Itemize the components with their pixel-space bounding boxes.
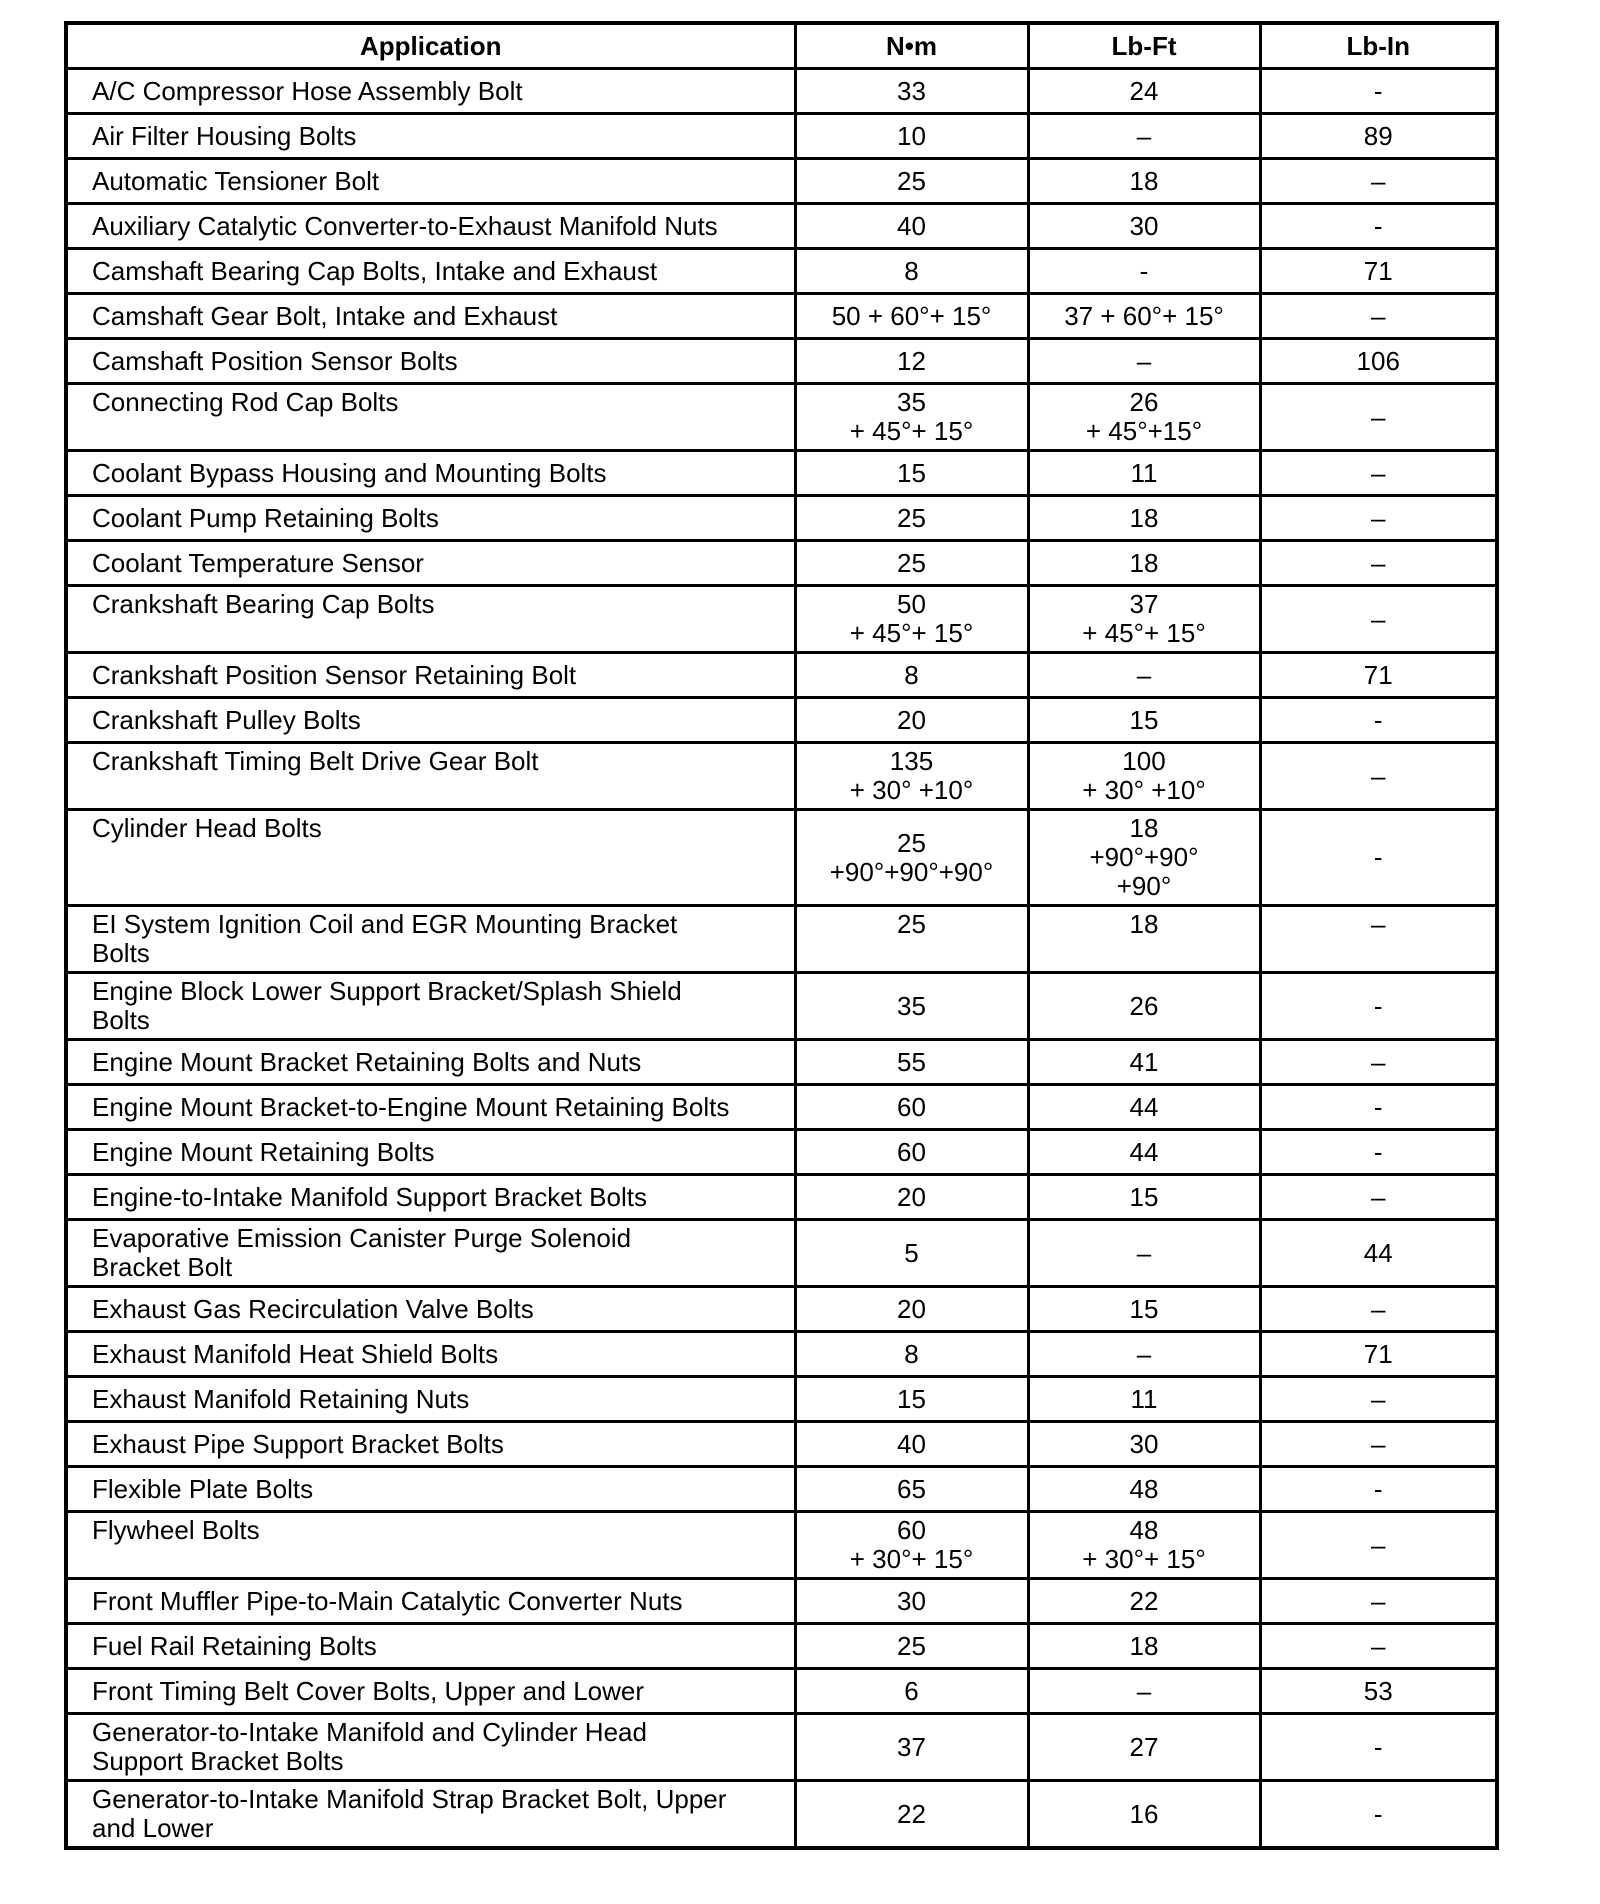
table-row: [66, 339, 1497, 384]
cell-newton-meters: 65: [795, 1467, 1028, 1512]
cell-application: Engine Mount Retaining Bolts: [66, 1130, 795, 1175]
cell-application: Crankshaft Timing Belt Drive Gear Bolt: [66, 743, 795, 810]
cell-newton-meters: 35 + 45°+ 15°: [795, 384, 1028, 451]
cell-pound-feet: 26 + 45°+15°: [1028, 384, 1260, 451]
cell-application: Generator-to-Intake Manifold and Cylinder Head Support Bracket Bolts: [66, 1714, 795, 1781]
cell-newton-meters: 8: [795, 653, 1028, 698]
cell-pound-feet: 44: [1028, 1085, 1260, 1130]
cell-newton-meters: 25: [795, 496, 1028, 541]
cell-pound-inches: -: [1260, 69, 1497, 114]
header-pound-inches: Lb-In: [1260, 23, 1497, 69]
cell-newton-meters: 40: [795, 204, 1028, 249]
cell-pound-feet: 37 + 60°+ 15°: [1028, 294, 1260, 339]
cell-pound-inches: –: [1260, 451, 1497, 496]
cell-pound-feet: 48: [1028, 1467, 1260, 1512]
cell-newton-meters: 20: [795, 1287, 1028, 1332]
table-row: [66, 204, 1497, 249]
cell-pound-feet: 11: [1028, 1377, 1260, 1422]
cell-pound-inches: 106: [1260, 339, 1497, 384]
table-row: [66, 1287, 1497, 1332]
cell-newton-meters: 50 + 45°+ 15°: [795, 586, 1028, 653]
table-row: [66, 1714, 1497, 1781]
cell-pound-feet: –: [1028, 114, 1260, 159]
cell-newton-meters: 25: [795, 159, 1028, 204]
table-row: [66, 1130, 1497, 1175]
cell-application: Camshaft Gear Bolt, Intake and Exhaust: [66, 294, 795, 339]
table-row: [66, 906, 1497, 973]
torque-spec-table: [64, 21, 1499, 1850]
cell-application: Automatic Tensioner Bolt: [66, 159, 795, 204]
cell-application: Air Filter Housing Bolts: [66, 114, 795, 159]
cell-pound-inches: –: [1260, 906, 1497, 973]
table-row: [66, 249, 1497, 294]
cell-application: Generator-to-Intake Manifold Strap Bracket Bolt, Upper and Lower: [66, 1781, 795, 1849]
cell-pound-feet: 24: [1028, 69, 1260, 114]
cell-pound-feet: –: [1028, 653, 1260, 698]
cell-pound-inches: -: [1260, 1781, 1497, 1849]
cell-pound-inches: –: [1260, 159, 1497, 204]
cell-application: Fuel Rail Retaining Bolts: [66, 1624, 795, 1669]
cell-pound-inches: –: [1260, 1512, 1497, 1579]
cell-pound-inches: -: [1260, 1467, 1497, 1512]
table-row: [66, 541, 1497, 586]
cell-newton-meters: 8: [795, 249, 1028, 294]
cell-pound-feet: –: [1028, 1332, 1260, 1377]
cell-application: Cylinder Head Bolts: [66, 810, 795, 906]
cell-application: Front Muffler Pipe-to-Main Catalytic Converter Nuts: [66, 1579, 795, 1624]
cell-pound-feet: 18: [1028, 541, 1260, 586]
cell-application: Engine Mount Bracket Retaining Bolts and Nuts: [66, 1040, 795, 1085]
cell-pound-feet: 18: [1028, 496, 1260, 541]
cell-application: Coolant Pump Retaining Bolts: [66, 496, 795, 541]
table-row: [66, 1040, 1497, 1085]
cell-pound-feet: 11: [1028, 451, 1260, 496]
cell-newton-meters: 10: [795, 114, 1028, 159]
cell-pound-inches: –: [1260, 1175, 1497, 1220]
cell-pound-inches: 71: [1260, 1332, 1497, 1377]
table-header: [66, 23, 1497, 69]
cell-pound-feet: –: [1028, 339, 1260, 384]
cell-pound-feet: 44: [1028, 1130, 1260, 1175]
table-row: [66, 451, 1497, 496]
cell-pound-inches: 71: [1260, 653, 1497, 698]
cell-pound-inches: –: [1260, 1287, 1497, 1332]
cell-newton-meters: 25: [795, 1624, 1028, 1669]
table-row: [66, 743, 1497, 810]
cell-pound-inches: –: [1260, 1624, 1497, 1669]
header-row: [66, 23, 1497, 69]
cell-pound-inches: –: [1260, 384, 1497, 451]
table-row: [66, 114, 1497, 159]
cell-pound-inches: -: [1260, 1085, 1497, 1130]
cell-newton-meters: 6: [795, 1669, 1028, 1714]
table-row: [66, 1220, 1497, 1287]
cell-pound-feet: 18: [1028, 159, 1260, 204]
table-row: [66, 1579, 1497, 1624]
cell-newton-meters: 60: [795, 1085, 1028, 1130]
cell-newton-meters: 60 + 30°+ 15°: [795, 1512, 1028, 1579]
cell-application: Flexible Plate Bolts: [66, 1467, 795, 1512]
table-row: [66, 1175, 1497, 1220]
cell-pound-inches: -: [1260, 973, 1497, 1040]
header-pound-feet: Lb-Ft: [1028, 23, 1260, 69]
cell-newton-meters: 15: [795, 451, 1028, 496]
table-row: [66, 973, 1497, 1040]
table-row: [66, 1781, 1497, 1849]
cell-newton-meters: 15: [795, 1377, 1028, 1422]
cell-newton-meters: 20: [795, 698, 1028, 743]
cell-pound-feet: 27: [1028, 1714, 1260, 1781]
cell-pound-inches: –: [1260, 496, 1497, 541]
table-row: [66, 496, 1497, 541]
cell-pound-feet: 15: [1028, 1287, 1260, 1332]
table-row: [66, 698, 1497, 743]
cell-pound-inches: –: [1260, 586, 1497, 653]
cell-newton-meters: 8: [795, 1332, 1028, 1377]
cell-newton-meters: 55: [795, 1040, 1028, 1085]
cell-pound-inches: -: [1260, 1130, 1497, 1175]
cell-pound-feet: 48 + 30°+ 15°: [1028, 1512, 1260, 1579]
cell-pound-inches: –: [1260, 541, 1497, 586]
cell-pound-feet: 18: [1028, 906, 1260, 973]
cell-pound-feet: 18 +90°+90° +90°: [1028, 810, 1260, 906]
cell-pound-feet: 30: [1028, 204, 1260, 249]
cell-pound-inches: -: [1260, 204, 1497, 249]
cell-newton-meters: 30: [795, 1579, 1028, 1624]
cell-application: Camshaft Position Sensor Bolts: [66, 339, 795, 384]
table-row: [66, 1624, 1497, 1669]
cell-newton-meters: 135 + 30° +10°: [795, 743, 1028, 810]
table-row: [66, 1669, 1497, 1714]
cell-newton-meters: 35: [795, 973, 1028, 1040]
cell-pound-inches: –: [1260, 1422, 1497, 1467]
cell-application: Evaporative Emission Canister Purge Solenoid Bracket Bolt: [66, 1220, 795, 1287]
cell-application: Exhaust Gas Recirculation Valve Bolts: [66, 1287, 795, 1332]
table-row: [66, 294, 1497, 339]
cell-pound-feet: –: [1028, 1669, 1260, 1714]
cell-pound-feet: 26: [1028, 973, 1260, 1040]
cell-pound-feet: 22: [1028, 1579, 1260, 1624]
header-newton-meters: N•m: [795, 23, 1028, 69]
cell-newton-meters: 33: [795, 69, 1028, 114]
cell-application: Front Timing Belt Cover Bolts, Upper and Lower: [66, 1669, 795, 1714]
cell-application: Engine Block Lower Support Bracket/Splash Shield Bolts: [66, 973, 795, 1040]
table-row: [66, 384, 1497, 451]
table-row: [66, 159, 1497, 204]
cell-pound-feet: -: [1028, 249, 1260, 294]
cell-newton-meters: 25: [795, 541, 1028, 586]
cell-application: Exhaust Manifold Retaining Nuts: [66, 1377, 795, 1422]
cell-application: Exhaust Manifold Heat Shield Bolts: [66, 1332, 795, 1377]
table-row: [66, 810, 1497, 906]
cell-pound-feet: 100 + 30° +10°: [1028, 743, 1260, 810]
cell-pound-inches: –: [1260, 743, 1497, 810]
cell-pound-feet: 37 + 45°+ 15°: [1028, 586, 1260, 653]
cell-pound-inches: -: [1260, 810, 1497, 906]
cell-application: Exhaust Pipe Support Bracket Bolts: [66, 1422, 795, 1467]
cell-pound-inches: -: [1260, 1714, 1497, 1781]
cell-newton-meters: 12: [795, 339, 1028, 384]
cell-pound-inches: 71: [1260, 249, 1497, 294]
cell-pound-inches: 44: [1260, 1220, 1497, 1287]
table-row: [66, 586, 1497, 653]
cell-application: Engine Mount Bracket-to-Engine Mount Retaining Bolts: [66, 1085, 795, 1130]
cell-application: Auxiliary Catalytic Converter-to-Exhaust Manifold Nuts: [66, 204, 795, 249]
cell-application: Coolant Temperature Sensor: [66, 541, 795, 586]
cell-pound-inches: –: [1260, 294, 1497, 339]
cell-newton-meters: 5: [795, 1220, 1028, 1287]
cell-application: Flywheel Bolts: [66, 1512, 795, 1579]
cell-pound-inches: –: [1260, 1040, 1497, 1085]
cell-pound-feet: 18: [1028, 1624, 1260, 1669]
cell-newton-meters: 20: [795, 1175, 1028, 1220]
cell-pound-feet: 15: [1028, 1175, 1260, 1220]
cell-pound-inches: –: [1260, 1377, 1497, 1422]
cell-pound-inches: -: [1260, 698, 1497, 743]
table-row: [66, 1085, 1497, 1130]
table-row: [66, 1332, 1497, 1377]
cell-newton-meters: 50 + 60°+ 15°: [795, 294, 1028, 339]
cell-application: Coolant Bypass Housing and Mounting Bolts: [66, 451, 795, 496]
cell-newton-meters: 25: [795, 906, 1028, 973]
header-application: Application: [66, 23, 795, 69]
cell-application: Crankshaft Position Sensor Retaining Bolt: [66, 653, 795, 698]
cell-pound-feet: –: [1028, 1220, 1260, 1287]
cell-newton-meters: 60: [795, 1130, 1028, 1175]
table-row: [66, 1422, 1497, 1467]
table-body: [66, 69, 1497, 1849]
cell-newton-meters: 22: [795, 1781, 1028, 1849]
cell-pound-feet: 15: [1028, 698, 1260, 743]
cell-newton-meters: 40: [795, 1422, 1028, 1467]
cell-pound-feet: 16: [1028, 1781, 1260, 1849]
cell-application: Crankshaft Bearing Cap Bolts: [66, 586, 795, 653]
table-row: [66, 1377, 1497, 1422]
cell-pound-inches: 53: [1260, 1669, 1497, 1714]
table-row: [66, 1467, 1497, 1512]
cell-pound-feet: 30: [1028, 1422, 1260, 1467]
cell-application: Crankshaft Pulley Bolts: [66, 698, 795, 743]
cell-newton-meters: 37: [795, 1714, 1028, 1781]
cell-pound-inches: 89: [1260, 114, 1497, 159]
cell-application: A/C Compressor Hose Assembly Bolt: [66, 69, 795, 114]
cell-application: Engine-to-Intake Manifold Support Bracket Bolts: [66, 1175, 795, 1220]
cell-application: Connecting Rod Cap Bolts: [66, 384, 795, 451]
cell-newton-meters: 25 +90°+90°+90°: [795, 810, 1028, 906]
cell-pound-feet: 41: [1028, 1040, 1260, 1085]
table-row: [66, 1512, 1497, 1579]
table-row: [66, 653, 1497, 698]
cell-application: Camshaft Bearing Cap Bolts, Intake and Exhaust: [66, 249, 795, 294]
cell-pound-inches: –: [1260, 1579, 1497, 1624]
table-row: [66, 69, 1497, 114]
cell-application: EI System Ignition Coil and EGR Mounting Bracket Bolts: [66, 906, 795, 973]
